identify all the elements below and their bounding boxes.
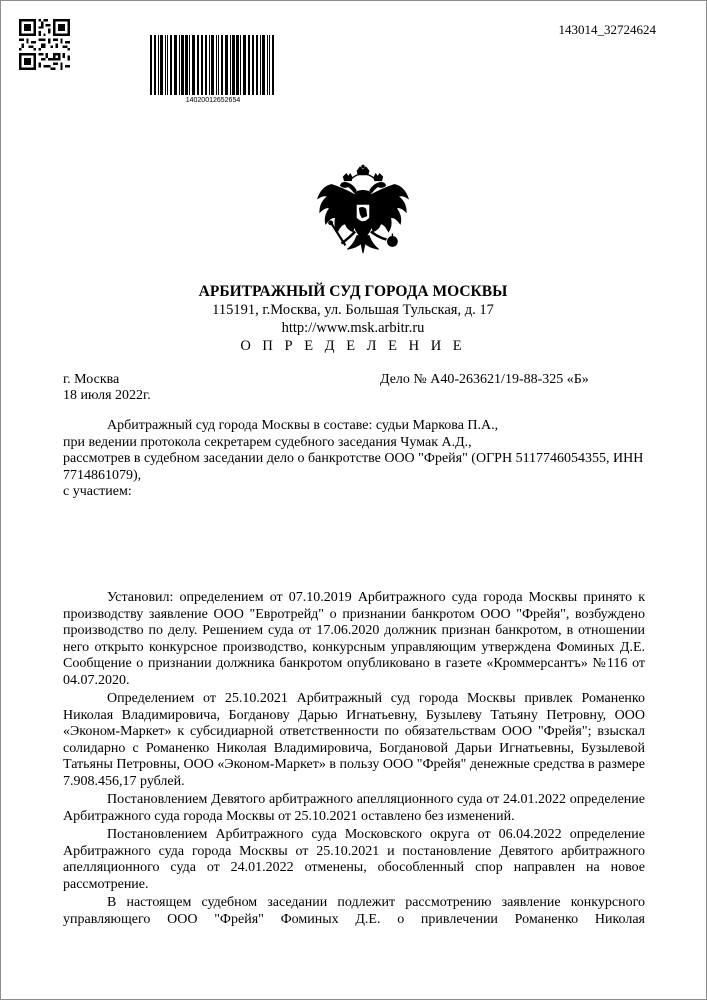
barcode-bar bbox=[197, 35, 199, 95]
paragraph: Определением от 25.10.2021 Арбитражный суд города Москвы привлек Романенко Николая Владимировича, Богданову Дарью Игнатьевну, Бузылеву Татьяну Петровну, ООО «Эконом-Маркет» к субсидиарной ответственности по обязательствам ООО "Фрейя"; взыскал солидарно с Романенко Николая Владимировича, Богдановой Дарьи Игнатьевны, Бузылевой Татьяны Петровны, ООО «Эконом-Маркет» в пользу ООО "Фрейя" денежные средства в размере 7.908.456,17 рублей. bbox=[63, 691, 645, 789]
intro-line-participants: с участием: bbox=[63, 484, 132, 499]
barcode-bar bbox=[240, 35, 241, 95]
body-text bbox=[63, 590, 645, 930]
barcode-bar bbox=[216, 35, 217, 95]
barcode-bar bbox=[170, 35, 172, 95]
barcode-icon bbox=[148, 35, 278, 95]
court-address: 115191, г.Москва, ул. Большая Тульская, д. 17 bbox=[212, 302, 494, 318]
barcode-bar bbox=[221, 35, 223, 95]
barcode-bar bbox=[179, 35, 180, 95]
city: г. Москва bbox=[63, 372, 120, 387]
intro-block bbox=[63, 418, 645, 501]
barcode-bar bbox=[154, 35, 156, 95]
barcode-bar bbox=[262, 35, 265, 95]
barcode-bar bbox=[174, 35, 177, 95]
case-number: Дело № А40-263621/19-88-325 «Б» bbox=[380, 372, 589, 387]
barcode-bar bbox=[167, 35, 168, 95]
barcode-bar bbox=[269, 35, 270, 95]
barcode-bar bbox=[185, 35, 188, 95]
barcode-bar bbox=[267, 35, 268, 95]
paragraph: Постановлением Девятого арбитражного апелляционного суда от 24.01.2022 определение Арбитражного суда города Москвы от 25.10.2021 оставлено без изменений. bbox=[63, 792, 645, 824]
intro-line-judge: Арбитражный суд города Москвы в составе: судьи Маркова П.А., bbox=[107, 418, 499, 433]
barcode-bar bbox=[189, 35, 190, 95]
barcode-bar bbox=[260, 35, 261, 95]
barcode-bar bbox=[243, 35, 246, 95]
barcode-bar bbox=[160, 35, 163, 95]
barcode-number: 14020012652654 bbox=[185, 97, 241, 104]
barcode-bar bbox=[205, 35, 207, 95]
place-date bbox=[63, 372, 151, 404]
barcode-bar bbox=[256, 35, 258, 95]
intro-line-secretary: при ведении протокола секретарем судебного заседания Чумак А.Д., bbox=[63, 434, 472, 450]
barcode-bar bbox=[201, 35, 203, 95]
paragraph: В настоящем судебном заседании подлежит рассмотрению заявление конкурсного управляющего ООО "Фрейя" Фоминых Д.Е. о привлечении Романенко Николая bbox=[63, 895, 645, 927]
barcode-bar bbox=[236, 35, 239, 95]
court-name: АРБИТРАЖНЫЙ СУД ГОРОДА МОСКВЫ bbox=[198, 283, 508, 300]
barcode-bar bbox=[158, 35, 159, 95]
barcode-bar bbox=[165, 35, 166, 95]
barcode-bar bbox=[150, 35, 152, 95]
barcode-bar bbox=[209, 35, 210, 95]
barcode-bar bbox=[225, 35, 228, 95]
paragraph: Постановлением Арбитражного суда Московского округа от 06.04.2022 определение Арбитражного суда города Москвы от 25.10.2021 и постановление Девятого арбитражного апелляционного суда от 24.01.2022 отменены, обособленный спор направлен на новое рассмотрение. bbox=[63, 827, 645, 892]
paragraph: Установил: определением от 07.10.2019 Арбитражного суда города Москвы принято к производству заявление ООО "Евротрейд" о признании банкротом ООО "Фрейя", возбуждено производство по делу. Решением суда от 17.06.2020 должник признан банкротом, в отношении него открыто конкурсное производство, конкурсным управляющим утверждена Фоминых Д.Е. Сообщение о признании должника банкротом опубликовано в газете «Кроммерсантъ» №116 от 04.07.2020. bbox=[63, 590, 645, 688]
qr-code-icon bbox=[19, 19, 70, 70]
barcode-bar bbox=[232, 35, 235, 95]
intro-line-case: рассмотрев в судебном заседании дело о банкротстве ООО "Фрейя" (ОГРН 5117746054355, ИНН 7714861079), bbox=[63, 451, 644, 483]
date: 18 июля 2022г. bbox=[63, 388, 151, 403]
barcode-bar bbox=[181, 35, 184, 95]
barcode-bar bbox=[252, 35, 254, 95]
barcode-bar bbox=[192, 35, 195, 95]
barcode-bar bbox=[230, 35, 231, 95]
barcode-bar bbox=[248, 35, 250, 95]
barcode-bar bbox=[272, 35, 274, 95]
barcode-bar bbox=[211, 35, 214, 95]
document-type: О П Р Е Д Е Л Е Н И Е bbox=[240, 338, 466, 354]
court-website: http://www.msk.arbitr.ru bbox=[281, 320, 425, 336]
court-header bbox=[80, 283, 626, 355]
coat-of-arms-icon bbox=[314, 164, 412, 264]
barcode-bar bbox=[218, 35, 219, 95]
document-id: 143014_32724624 bbox=[558, 22, 656, 37]
